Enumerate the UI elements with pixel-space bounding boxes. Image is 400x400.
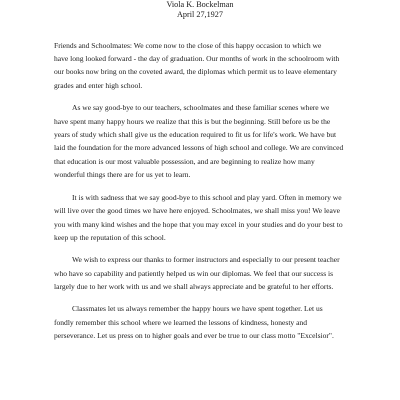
speech-date: April 27,1927 (177, 10, 223, 19)
paragraph-5 (54, 302, 358, 342)
paragraph-1 (54, 39, 358, 93)
text-line: laid the foundation for the more advanced lessons of high school and college. We are convinced (54, 143, 344, 153)
text-line: We wish to express our thanks to former instructors and especially to our present teacher (72, 255, 340, 265)
speech-body (54, 39, 358, 352)
text-line: Classmates let us always remember the happy hours we have spent together. Let us (72, 304, 323, 314)
text-line: largely due to her work with us and we shall always appreciate and be grateful to her efforts. (54, 282, 334, 292)
text-line: our books now bring on the coveted award, the diplomas which permit us to leave elementary (54, 67, 337, 77)
text-line: keep up the reputation of this school. (54, 232, 166, 242)
text-line: Friends and Schoolmates: We come now to the close of this happy occasion to which we (54, 40, 322, 50)
author-name: Viola K. Bockelman (166, 0, 234, 9)
text-line: As we say good-bye to our teachers, schoolmates and these familiar scenes where we (72, 103, 330, 113)
paragraph-2 (54, 101, 358, 182)
text-line: wonderful things there are for us yet to learn. (54, 170, 191, 180)
text-line: perseverance. Let us press on to higher goals and ever be true to our class motto "Excelsior". (54, 331, 334, 341)
text-line: fondly remember this school where we learned the lessons of kindness, honesty and (54, 317, 307, 327)
text-line: years of study which shall give us the education required to fit us for life's work. We have but (54, 130, 337, 140)
text-line: who have so capability and patiently helped us win our diplomas. We feel that our success is (54, 268, 334, 278)
text-line: grades and enter high school. (54, 80, 143, 90)
text-line: that education is our most valuable possession, and are beginning to realize how many (54, 156, 315, 166)
paragraph-3 (54, 191, 358, 245)
text-line: It is with sadness that we say good-bye to this school and play yard. Often in memory we (72, 192, 342, 202)
text-line: will live over the good times we have here enjoyed. Schoolmates, we shall miss you! We leave (54, 206, 340, 216)
text-line: have spent many happy hours we realize that this is but the beginning. Still before us be the (54, 116, 331, 126)
paragraph-4 (54, 253, 358, 293)
text-line: you with many kind wishes and the hope that you may excel in your studies and do your best to (54, 219, 343, 229)
text-line: have long looked forward - the day of graduation. Our months of work in the schoolroom with (54, 53, 340, 63)
